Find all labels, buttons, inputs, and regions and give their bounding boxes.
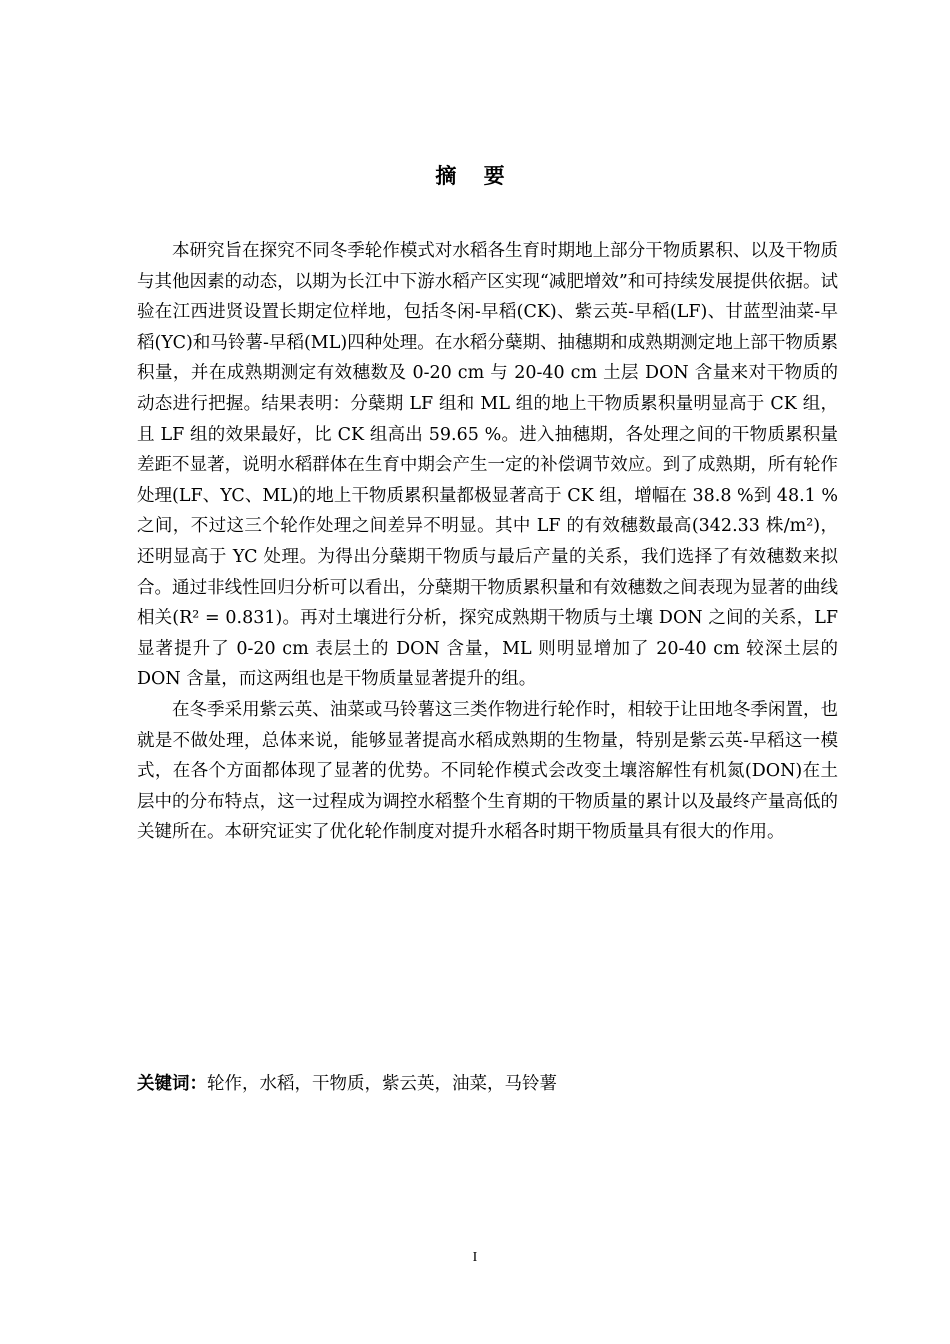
keywords-line bbox=[137, 1069, 838, 1099]
keywords-text: 轮作，水稻，干物质，紫云英，油菜，马铃薯 bbox=[207, 1074, 557, 1094]
page-title: 摘 要 bbox=[435, 164, 515, 188]
abstract-paragraph-1: 本研究旨在探究不同冬季轮作模式对水稻各生育时期地上部分干物质累积、以及干物质与其他因素的动态，以期为长江中下游水稻产区实现“减肥增效”和可持续发展提供依据。试验在江西进贤设置长期定位样地，包括冬闲-早稻(CK)、紫云英-早稻(LF)、甘蓝型油菜-早稻(YC)和马铃薯-早稻(ML)四种处理。在水稻分蘖期、抽穗期和成熟期测定地上部干物质累积量，并在成熟期测定有效穗数及 0-20 cm 与 20-40 cm 土层 DON 含量来对干物质的动态进行把握。结果表明：分蘖期 LF 组和 ML 组的地上干物质累积量明显高于 CK 组，且 LF 组的效果最好，比 CK 组高出 59.65 %。进入抽穗期，各处理之间的干物质累积量差距不显著，说明水稻群体在生育中期会产生一定的补偿调节效应。到了成熟期，所有轮作处理(LF、YC、ML)的地上干物质累积量都极显著高于 CK 组，增幅在 38.8 %到 48.1 %之间，不过这三个轮作处理之间差异不明显。其中 LF 的有效穗数最高(342.33 株/m²)，还明显高于 YC 处理。为得出分蘖期干物质与最后产量的关系，我们选择了有效穗数来拟合。通过非线性回归分析可以看出，分蘖期干物质累积量和有效穗数之间表现为显著的曲线相关(R² = 0.831)。再对土壤进行分析，探究成熟期干物质与土壤 DON 之间的关系，LF 显著提升了 0-20 cm 表层土的 DON 含量，ML 则明显增加了 20-40 cm 较深土层的 DON 含量，而这两组也是干物质量显著提升的组。 bbox=[137, 241, 838, 690]
keywords-label: 关键词： bbox=[137, 1074, 207, 1094]
abstract-paragraph-2: 在冬季采用紫云英、油菜或马铃薯这三类作物进行轮作时，相较于让田地冬季闲置，也就是不做处理，总体来说，能够显著提高水稻成熟期的生物量，特别是紫云英-早稻这一模式，在各个方面都体现了显著的优势。不同轮作模式会改变土壤溶解性有机氮(DON)在土层中的分布特点，这一过程成为调控水稻整个生育期的干物质量的累计以及最终产量高低的关键所在。本研究证实了优化轮作制度对提升水稻各时期干物质量具有很大的作用。 bbox=[137, 699, 838, 843]
abstract-body bbox=[137, 236, 838, 848]
page-number: I bbox=[472, 1250, 478, 1265]
